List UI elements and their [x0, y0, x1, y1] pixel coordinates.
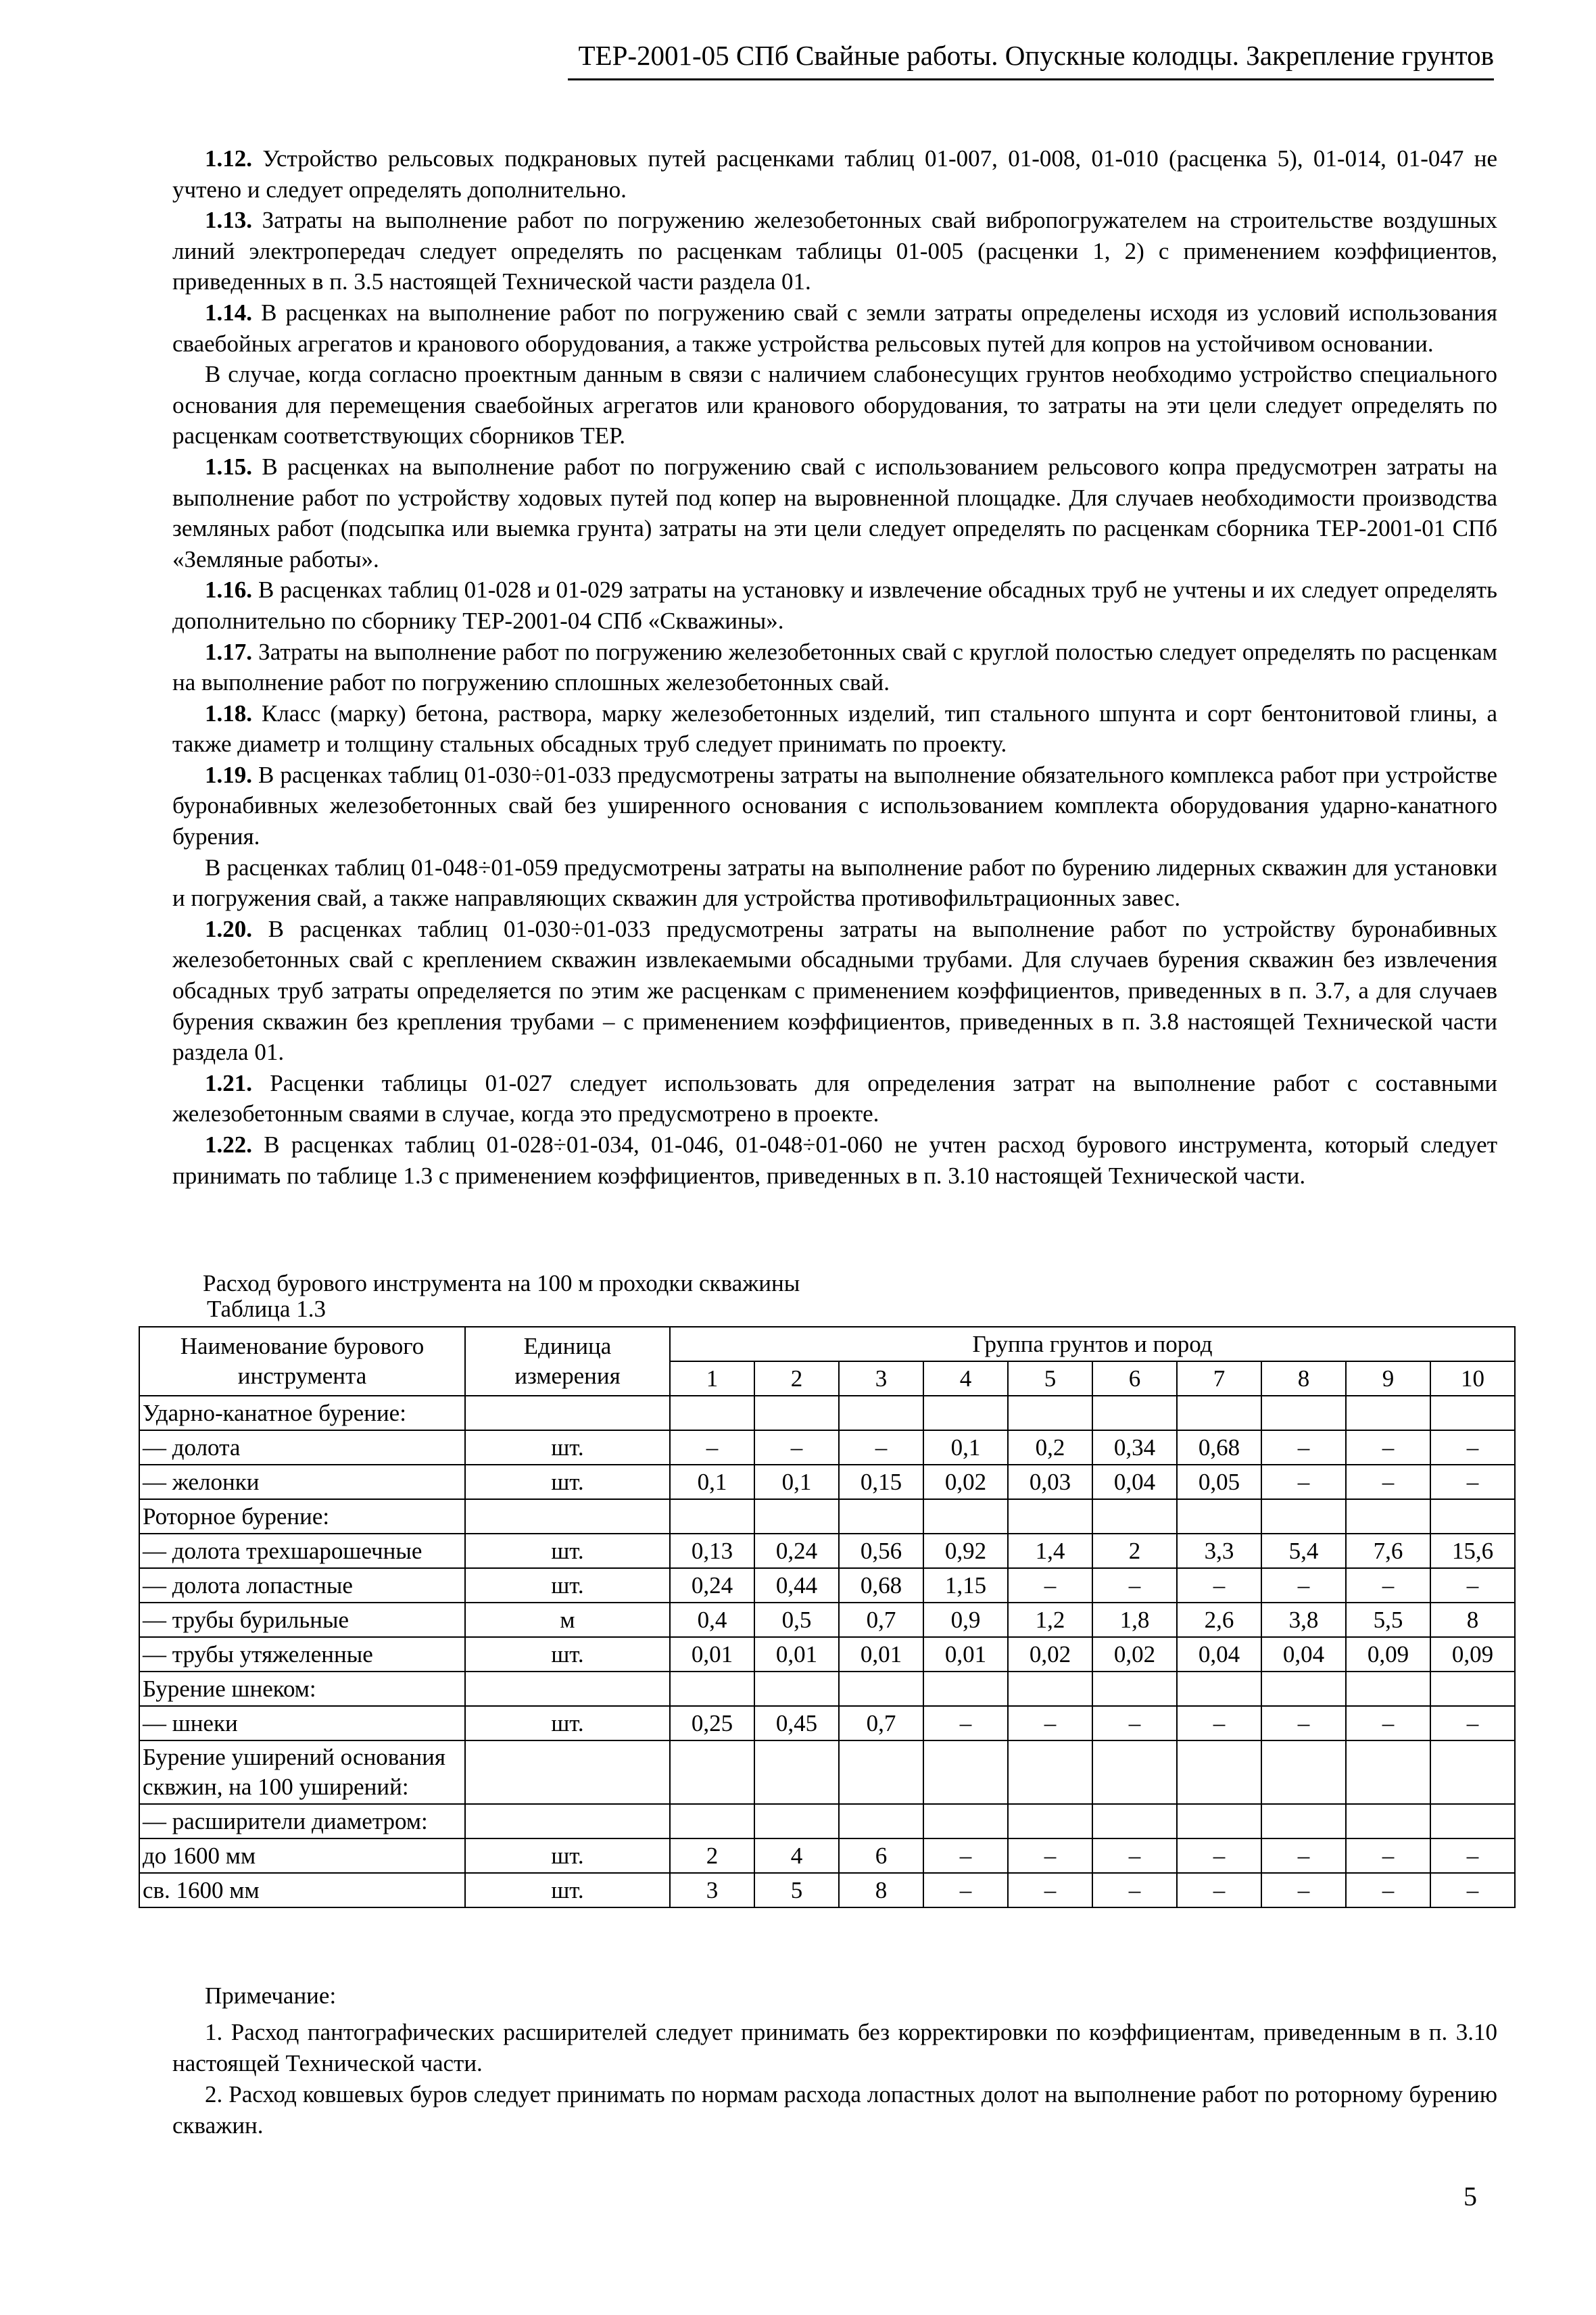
consumption-value-cell [1008, 1396, 1092, 1430]
consumption-value-cell [1092, 1740, 1177, 1804]
table-row [139, 1465, 1515, 1499]
consumption-value-cell: – [839, 1430, 923, 1465]
paragraph-text: Устройство рельсовых подкрановых путей расценками таблиц 01-007, 01-008, 01-010 (расценка 5), 01-014, 01-047 не учтено и следует определять дополнительно. [172, 145, 1497, 203]
tool-name-cell: — долота трехшарошечные [139, 1534, 465, 1568]
consumption-value-cell: 1,8 [1092, 1603, 1177, 1637]
paragraph-text: В расценках на выполнение работ по погружению свай с земли затраты определены исходя из условий использования сваебойных агрегатов и кранового оборудования, а также устройства рельсовых путей для копров на устойчивом основании. [172, 299, 1497, 357]
tool-name-cell: — долота лопастные [139, 1568, 465, 1603]
consumption-value-cell [1261, 1499, 1346, 1534]
consumption-value-cell: 1,15 [923, 1568, 1008, 1603]
consumption-value-cell: – [1261, 1873, 1346, 1907]
consumption-value-cell [923, 1672, 1008, 1706]
consumption-value-cell: 2 [1092, 1534, 1177, 1568]
unit-cell [465, 1740, 670, 1804]
tool-name-cell: Ударно-канатное бурение: [139, 1396, 465, 1430]
unit-cell: шт. [465, 1873, 670, 1907]
unit-cell: шт. [465, 1534, 670, 1568]
paragraph-text: В расценках таблиц 01-030÷01-033 предусмотрены затраты на выполнение обязательного комплекса работ при устройстве буронабивных железобетонных свай без уширенного основания с использованием комплекта оборудования ударно-канатного бурения. [172, 761, 1497, 850]
consumption-value-cell [1430, 1396, 1515, 1430]
consumption-value-cell: – [1092, 1706, 1177, 1740]
consumption-value-cell: – [1177, 1838, 1261, 1873]
consumption-value-cell: 3,3 [1177, 1534, 1261, 1568]
consumption-value-cell [1092, 1396, 1177, 1430]
consumption-value-cell [1261, 1804, 1346, 1838]
consumption-value-cell: 2,6 [1177, 1603, 1261, 1637]
tool-name-cell: до 1600 мм [139, 1838, 465, 1873]
consumption-value-cell [839, 1804, 923, 1838]
header-soil-group: Группа грунтов и пород [670, 1327, 1515, 1361]
consumption-value-cell [754, 1396, 839, 1430]
table-row [139, 1499, 1515, 1534]
consumption-value-cell: 0,9 [923, 1603, 1008, 1637]
consumption-value-cell: – [1346, 1838, 1430, 1873]
consumption-value-cell: 0,7 [839, 1603, 923, 1637]
tool-name-cell: св. 1600 мм [139, 1873, 465, 1907]
consumption-value-cell: – [1346, 1873, 1430, 1907]
consumption-value-cell: 0,04 [1092, 1465, 1177, 1499]
table-row [139, 1603, 1515, 1637]
unit-cell: шт. [465, 1706, 670, 1740]
tool-name-cell: — долота [139, 1430, 465, 1465]
consumption-value-cell [754, 1740, 839, 1804]
consumption-value-cell [1177, 1499, 1261, 1534]
consumption-value-cell: – [1346, 1430, 1430, 1465]
paragraph-number: 1.20. [205, 915, 252, 942]
header-group-number: 3 [839, 1361, 923, 1396]
header-unit: Единица измерения [465, 1327, 670, 1396]
page-number: 5 [1464, 2181, 1477, 2212]
paragraph-1-20 [172, 914, 1497, 1068]
consumption-value-cell: – [1008, 1873, 1092, 1907]
paragraph-1-14-cont [172, 359, 1497, 452]
header-group-number: 10 [1430, 1361, 1515, 1396]
consumption-value-cell [1430, 1672, 1515, 1706]
consumption-value-cell [1261, 1396, 1346, 1430]
consumption-value-cell: 0,13 [670, 1534, 754, 1568]
consumption-value-cell [1346, 1804, 1430, 1838]
paragraph-1-16 [172, 575, 1497, 636]
consumption-value-cell: – [1430, 1568, 1515, 1603]
header-group-number: 8 [1261, 1361, 1346, 1396]
table-row [139, 1838, 1515, 1873]
paragraph-1-18 [172, 698, 1497, 760]
paragraph-text: В расценках таблиц 01-028 и 01-029 затраты на установку и извлечение обсадных труб не учтены и их следует определять дополнительно по сборнику ТЕР-2001-04 СПб «Скважины». [172, 577, 1497, 634]
table-row [139, 1706, 1515, 1740]
consumption-value-cell: 0,01 [839, 1637, 923, 1672]
unit-cell: шт. [465, 1568, 670, 1603]
consumption-value-cell [1008, 1804, 1092, 1838]
paragraph-number: 1.12. [205, 145, 252, 172]
consumption-value-cell: – [1092, 1838, 1177, 1873]
unit-cell: шт. [465, 1430, 670, 1465]
consumption-value-cell: 0,24 [670, 1568, 754, 1603]
table-header-row [139, 1327, 1515, 1361]
consumption-value-cell: 0,02 [1008, 1637, 1092, 1672]
consumption-value-cell: – [1430, 1838, 1515, 1873]
paragraph-1-21 [172, 1068, 1497, 1129]
consumption-value-cell [923, 1499, 1008, 1534]
unit-cell [465, 1672, 670, 1706]
paragraph-1-22 [172, 1129, 1497, 1191]
tool-name-cell: — трубы утяжеленные [139, 1637, 465, 1672]
consumption-value-cell: 1,2 [1008, 1603, 1092, 1637]
table-title: Расход бурового инструмента на 100 м проходки скважины [203, 1270, 800, 1296]
consumption-value-cell: – [1261, 1465, 1346, 1499]
consumption-value-cell: – [1346, 1706, 1430, 1740]
consumption-value-cell [1346, 1396, 1430, 1430]
notes-section [172, 1980, 1497, 2141]
consumption-value-cell [1008, 1672, 1092, 1706]
paragraph-text: Затраты на выполнение работ по погружению железобетонных свай с круглой полостью следует определять по расценкам на выполнение работ по погружению сплошных железобетонных свай. [172, 638, 1497, 696]
consumption-value-cell: 0,1 [670, 1465, 754, 1499]
paragraph-text: В расценках на выполнение работ по погружению свай с использованием рельсового копра предусмотрен затраты на выполнение работ по устройству ходовых путей под копер на выровненной площадке. Для случаев необходимости производства земляных работ (подсыпка или выемка грунта) затраты на эти цели следует определять по расценкам сборника ТЕР-2001-01 СПб «Земляные работы». [172, 453, 1497, 572]
consumption-value-cell [839, 1740, 923, 1804]
paragraph-text: Затраты на выполнение работ по погружению железобетонных свай вибропогружателем на строительстве воздушных линий электропередач следует определять по расценкам таблицы 01-005 (расценки 1, 2) с применением коэффициентов, приведенных в п. 3.5 настоящей Технической части раздела 01. [172, 207, 1497, 295]
consumption-value-cell [1092, 1804, 1177, 1838]
consumption-value-cell [839, 1396, 923, 1430]
consumption-value-cell [923, 1396, 1008, 1430]
consumption-value-cell [1346, 1672, 1430, 1706]
table-row [139, 1873, 1515, 1907]
consumption-value-cell: – [1177, 1706, 1261, 1740]
paragraph-1-15 [172, 452, 1497, 575]
consumption-value-cell [1346, 1740, 1430, 1804]
consumption-value-cell [839, 1499, 923, 1534]
consumption-value-cell [1261, 1672, 1346, 1706]
consumption-value-cell: 0,68 [1177, 1430, 1261, 1465]
consumption-value-cell: – [1430, 1430, 1515, 1465]
consumption-value-cell: – [923, 1873, 1008, 1907]
table-row [139, 1396, 1515, 1430]
consumption-value-cell [1177, 1740, 1261, 1804]
consumption-value-cell [1177, 1804, 1261, 1838]
unit-cell: шт. [465, 1465, 670, 1499]
paragraph-text: В расценках таблиц 01-030÷01-033 предусмотрены затраты на выполнение работ по устройству буронабивных железобетонных свай с креплением скважин извлекаемыми обсадными трубами. Для случаев бурения скважин без извлечения обсадных труб затраты определяется по этим же расценкам с применением коэффициентов, приведенных в п. 3.7, а для случаев бурения скважин без крепления трубами – с применением коэффициентов, приведенных в п. 3.8 настоящей Технической части раздела 01. [172, 915, 1497, 1066]
consumption-value-cell: – [670, 1430, 754, 1465]
consumption-value-cell [1008, 1740, 1092, 1804]
paragraph-text: Класс (марку) бетона, раствора, марку железобетонных изделий, тип стального шпунта и сорт бентонитовой глины, а также диаметр и толщину стальных обсадных труб следует принимать по проекту. [172, 700, 1497, 758]
consumption-value-cell: 0,34 [1092, 1430, 1177, 1465]
tool-name-cell: — расширители диаметром: [139, 1804, 465, 1838]
consumption-value-cell [1092, 1499, 1177, 1534]
unit-cell: шт. [465, 1838, 670, 1873]
consumption-value-cell: 0,7 [839, 1706, 923, 1740]
consumption-value-cell: 3,8 [1261, 1603, 1346, 1637]
tool-name-cell: — желонки [139, 1465, 465, 1499]
header-tool-name: Наименование бурового инструмента [139, 1327, 465, 1396]
paragraph-number: 1.14. [205, 299, 252, 326]
paragraph-1-19 [172, 760, 1497, 852]
paragraph-number: 1.17. [205, 638, 252, 665]
consumption-value-cell: – [1430, 1873, 1515, 1907]
consumption-value-cell: – [1261, 1430, 1346, 1465]
consumption-value-cell: 0,24 [754, 1534, 839, 1568]
consumption-value-cell: 0,68 [839, 1568, 923, 1603]
table-row [139, 1637, 1515, 1672]
table-row [139, 1568, 1515, 1603]
header-group-number: 6 [1092, 1361, 1177, 1396]
consumption-value-cell [1177, 1396, 1261, 1430]
paragraph-number: 1.15. [205, 453, 252, 480]
consumption-value-cell: – [1430, 1465, 1515, 1499]
running-header: ТЕР-2001-05 СПб Свайные работы. Опускные колодцы. Закрепление грунтов [568, 35, 1494, 80]
consumption-value-cell [1346, 1499, 1430, 1534]
consumption-value-cell: 6 [839, 1838, 923, 1873]
consumption-value-cell: 0,44 [754, 1568, 839, 1603]
consumption-value-cell: 0,03 [1008, 1465, 1092, 1499]
drilling-tool-table [139, 1326, 1516, 1908]
consumption-value-cell [1430, 1499, 1515, 1534]
consumption-value-cell: – [1261, 1706, 1346, 1740]
consumption-value-cell: 5 [754, 1873, 839, 1907]
table-caption [203, 1271, 800, 1322]
table-row [139, 1430, 1515, 1465]
consumption-value-cell: – [923, 1706, 1008, 1740]
paragraph-1-19-cont [172, 852, 1497, 914]
header-group-number: 2 [754, 1361, 839, 1396]
paragraph-1-12 [172, 143, 1497, 205]
table-number: Таблица 1.3 [207, 1296, 326, 1322]
consumption-value-cell: – [1092, 1873, 1177, 1907]
consumption-value-cell [1430, 1740, 1515, 1804]
consumption-value-cell [1261, 1740, 1346, 1804]
consumption-value-cell: 4 [754, 1838, 839, 1873]
unit-cell [465, 1804, 670, 1838]
unit-cell: шт. [465, 1637, 670, 1672]
consumption-value-cell: – [1008, 1706, 1092, 1740]
consumption-value-cell: 0,45 [754, 1706, 839, 1740]
consumption-value-cell: 0,09 [1430, 1637, 1515, 1672]
paragraph-1-13 [172, 205, 1497, 297]
consumption-value-cell: – [754, 1430, 839, 1465]
consumption-value-cell: 0,5 [754, 1603, 839, 1637]
consumption-value-cell [670, 1672, 754, 1706]
paragraph-number: 1.16. [205, 577, 252, 604]
unit-cell [465, 1396, 670, 1430]
paragraph-text: В расценках таблиц 01-048÷01-059 предусмотрены затраты на выполнение работ по бурению лидерных скважин для установки и погружения свай, а также направляющих скважин для устройства противофильтрационных завес. [172, 854, 1497, 912]
consumption-value-cell: 0,09 [1346, 1637, 1430, 1672]
consumption-value-cell [754, 1804, 839, 1838]
header-group-number: 4 [923, 1361, 1008, 1396]
consumption-value-cell: – [1092, 1568, 1177, 1603]
consumption-value-cell: 0,04 [1177, 1637, 1261, 1672]
paragraph-number: 1.18. [205, 700, 252, 727]
paragraph-number: 1.13. [205, 207, 252, 234]
consumption-value-cell: 2 [670, 1838, 754, 1873]
paragraph-text: Расценки таблицы 01-027 следует использовать для определения затрат на выполнение работ с составными железобетонным сваями в случае, когда это предусмотрено в проекте. [172, 1069, 1497, 1127]
consumption-value-cell: – [1008, 1838, 1092, 1873]
note-item: 1. Расход пантографических расширителей следует принимать без корректировки по коэффициентам, приведенным в п. 3.10 настоящей Технической части. [172, 2019, 1497, 2076]
consumption-value-cell: 0,25 [670, 1706, 754, 1740]
consumption-value-cell: – [1177, 1873, 1261, 1907]
header-group-number: 5 [1008, 1361, 1092, 1396]
consumption-value-cell: 0,01 [670, 1637, 754, 1672]
consumption-value-cell: 0,4 [670, 1603, 754, 1637]
consumption-value-cell [923, 1804, 1008, 1838]
consumption-value-cell [1008, 1499, 1092, 1534]
consumption-value-cell [670, 1740, 754, 1804]
paragraph-text: В случае, когда согласно проектным данным в связи с наличием слабонесущих грунтов необходимо устройство специального основания для перемещения сваебойных агрегатов или кранового оборудования, то затраты на эти цели следует определять по расценкам соответствующих сборников ТЕР. [172, 361, 1497, 449]
consumption-value-cell [754, 1672, 839, 1706]
paragraph-number: 1.21. [205, 1069, 252, 1096]
table-row [139, 1672, 1515, 1706]
consumption-value-cell: – [1346, 1568, 1430, 1603]
consumption-value-cell: – [1346, 1465, 1430, 1499]
consumption-value-cell: 5,5 [1346, 1603, 1430, 1637]
consumption-value-cell [670, 1396, 754, 1430]
unit-cell: м [465, 1603, 670, 1637]
consumption-value-cell: 8 [1430, 1603, 1515, 1637]
tool-name-cell: — шнеки [139, 1706, 465, 1740]
paragraph-1-17 [172, 637, 1497, 698]
table-row [139, 1804, 1515, 1838]
consumption-value-cell: – [1177, 1568, 1261, 1603]
consumption-value-cell: 0,02 [1092, 1637, 1177, 1672]
consumption-value-cell: 0,02 [923, 1465, 1008, 1499]
header-group-number: 7 [1177, 1361, 1261, 1396]
tool-name-cell: Роторное бурение: [139, 1499, 465, 1534]
consumption-value-cell [754, 1499, 839, 1534]
consumption-value-cell: – [1261, 1838, 1346, 1873]
consumption-value-cell [839, 1672, 923, 1706]
consumption-value-cell: 0,05 [1177, 1465, 1261, 1499]
header-group-number: 1 [670, 1361, 754, 1396]
consumption-value-cell: 0,1 [923, 1430, 1008, 1465]
consumption-value-cell: 15,6 [1430, 1534, 1515, 1568]
consumption-value-cell: 0,04 [1261, 1637, 1346, 1672]
tool-name-cell: — трубы бурильные [139, 1603, 465, 1637]
consumption-value-cell [1177, 1672, 1261, 1706]
consumption-value-cell: 0,92 [923, 1534, 1008, 1568]
tool-name-cell: Бурение шнеком: [139, 1672, 465, 1706]
unit-cell [465, 1499, 670, 1534]
consumption-value-cell: 3 [670, 1873, 754, 1907]
table-row [139, 1534, 1515, 1568]
consumption-value-cell: 0,56 [839, 1534, 923, 1568]
paragraph-number: 1.19. [205, 761, 252, 788]
consumption-value-cell: – [1430, 1706, 1515, 1740]
consumption-value-cell: 1,4 [1008, 1534, 1092, 1568]
consumption-value-cell: – [1261, 1568, 1346, 1603]
consumption-value-cell [1430, 1804, 1515, 1838]
table-body [139, 1396, 1515, 1907]
note-item: 2. Расход ковшевых буров следует принимать по нормам расхода лопастных долот на выполнение работ по роторному бурению скважин. [172, 2081, 1497, 2139]
tool-name-cell: Бурение уширений основания сквжин, на 100 уширений: [139, 1740, 465, 1804]
paragraph-number: 1.22. [205, 1131, 252, 1158]
consumption-value-cell: 0,01 [754, 1637, 839, 1672]
paragraph-1-14 [172, 297, 1497, 359]
consumption-value-cell: 0,15 [839, 1465, 923, 1499]
paragraph-text: В расценках таблиц 01-028÷01-034, 01-046, 01-048÷01-060 не учтен расход бурового инструмента, который следует принимать по таблице 1.3 с применением коэффициентов, приведенных в п. 3.10 настоящей Технической части. [172, 1131, 1497, 1189]
consumption-value-cell [923, 1740, 1008, 1804]
consumption-value-cell: 0,2 [1008, 1430, 1092, 1465]
consumption-value-cell: 0,01 [923, 1637, 1008, 1672]
consumption-value-cell: 7,6 [1346, 1534, 1430, 1568]
consumption-value-cell [1092, 1672, 1177, 1706]
consumption-value-cell: – [1008, 1568, 1092, 1603]
consumption-value-cell: 5,4 [1261, 1534, 1346, 1568]
table-row [139, 1740, 1515, 1804]
consumption-value-cell: 8 [839, 1873, 923, 1907]
consumption-value-cell [670, 1499, 754, 1534]
header-group-number: 9 [1346, 1361, 1430, 1396]
consumption-value-cell: – [923, 1838, 1008, 1873]
consumption-value-cell [670, 1804, 754, 1838]
body-text [172, 143, 1497, 1191]
consumption-value-cell: 0,1 [754, 1465, 839, 1499]
notes-title: Примечание: [205, 1982, 337, 2009]
